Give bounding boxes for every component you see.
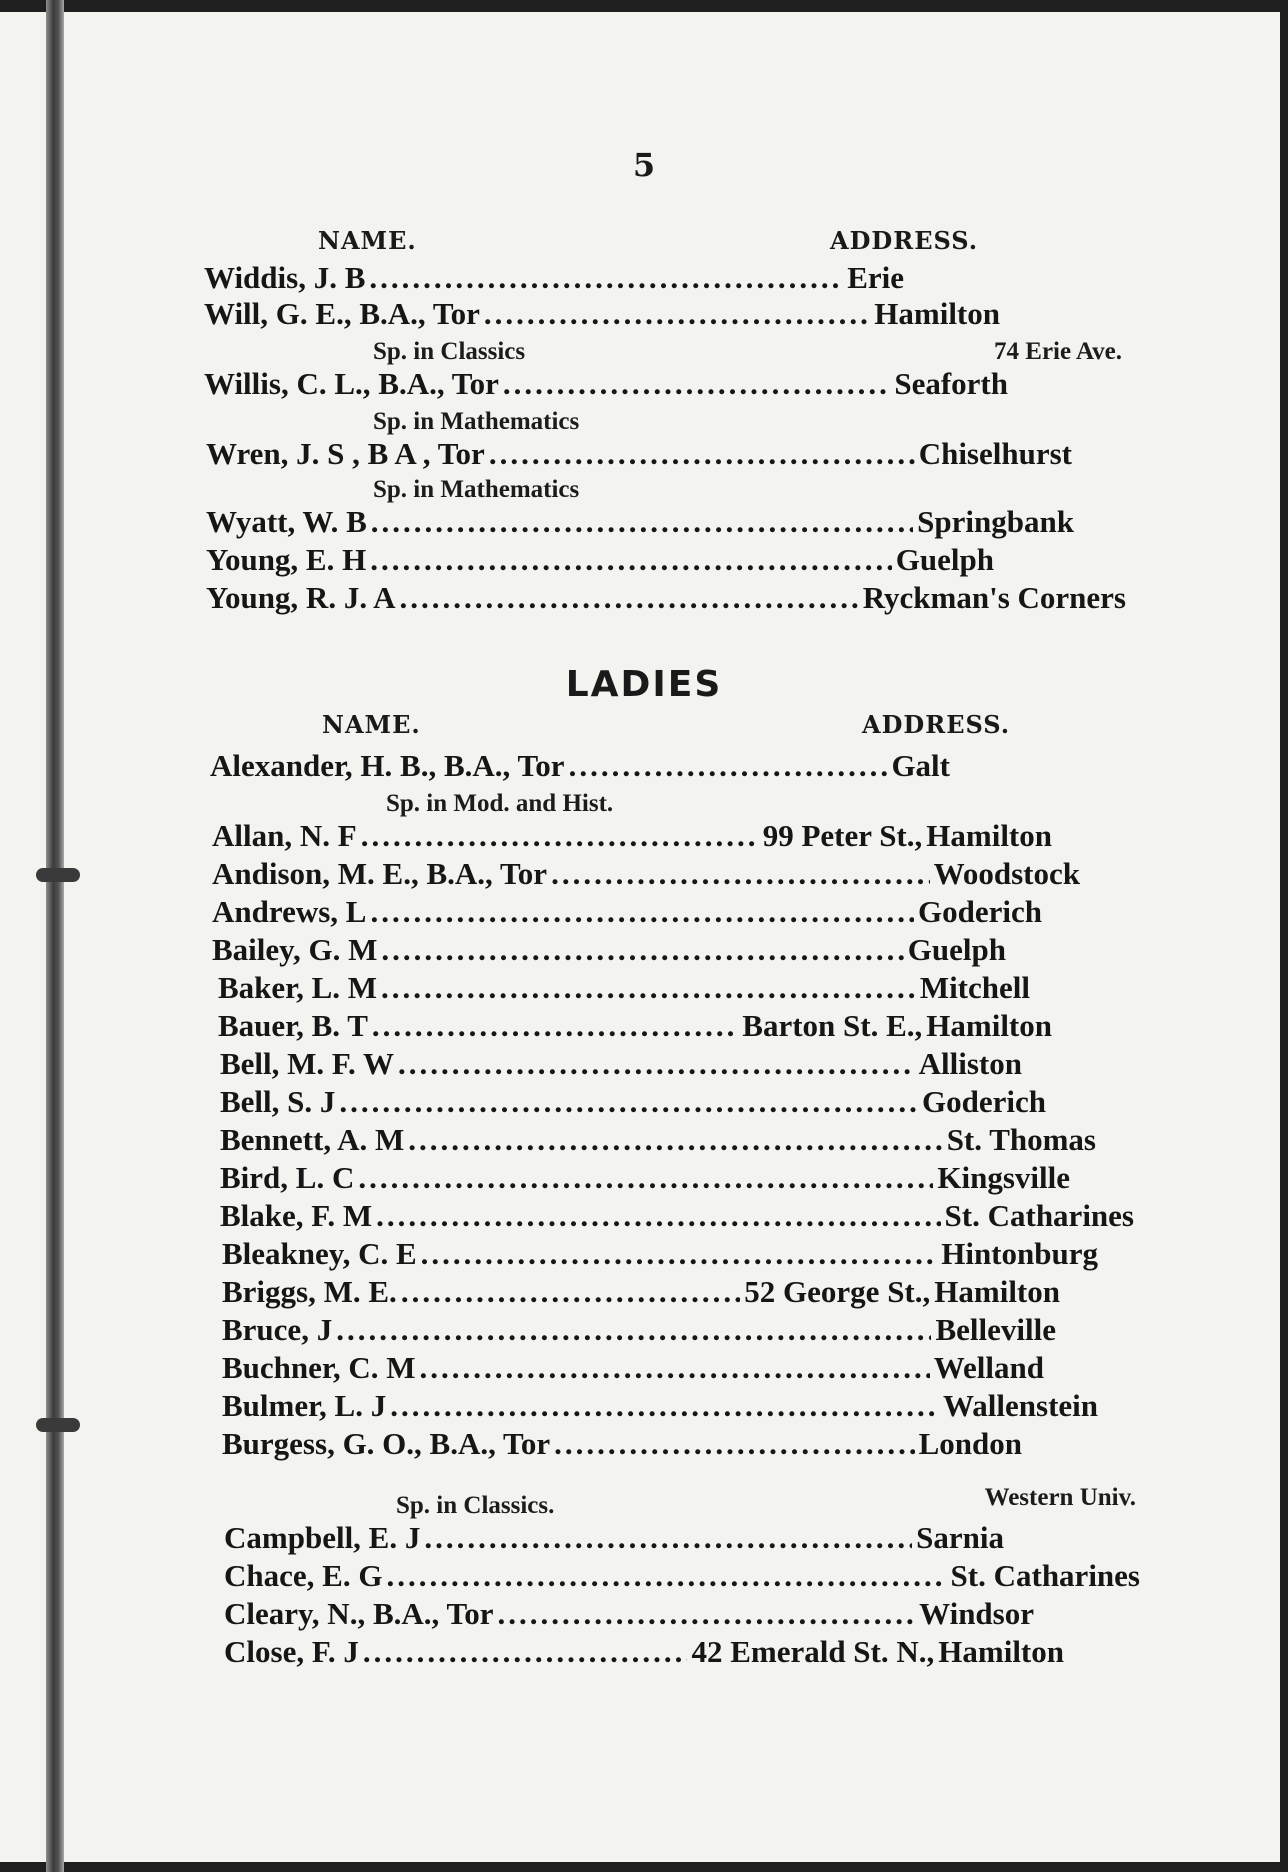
ladies-entry: [222, 1388, 1098, 1428]
ladies-entry: [224, 1634, 1064, 1674]
entry-name: Briggs, M. E.: [222, 1274, 397, 1309]
dot-leader: [372, 1008, 738, 1044]
men-entry: [204, 296, 1000, 336]
entry-street-address: 74 Erie Ave.: [994, 338, 1122, 365]
ladies-entry: [222, 1274, 1060, 1314]
binding-staple-icon: [36, 1418, 80, 1432]
entry-name: Cleary, N., B.A., Tor: [224, 1596, 494, 1631]
ladies-entry: [218, 970, 1030, 1010]
entry-street-address: 42 Emerald St. N.,: [691, 1634, 935, 1669]
dot-leader: [398, 1046, 915, 1082]
entry-address: Welland: [933, 1350, 1044, 1385]
entry-address: Hamilton: [938, 1634, 1064, 1669]
ladies-entry: [220, 1198, 1134, 1238]
entry-street-address: Barton St. E.,: [742, 1008, 923, 1043]
entry-name: Close, F. J: [224, 1634, 359, 1669]
dot-leader: [336, 1312, 931, 1348]
men-entry: [204, 260, 904, 300]
ladies-entry: [224, 1558, 1140, 1598]
ladies-entry: [224, 1520, 1004, 1560]
entry-address: Belleville: [935, 1312, 1056, 1347]
entry-name: Bulmer, L. J: [222, 1388, 387, 1423]
entry-name: Wyatt, W. B: [206, 504, 367, 539]
entry-name: Campbell, E. J: [224, 1520, 421, 1555]
entry-name: Young, R. J. A: [206, 580, 396, 615]
dot-leader: [408, 1122, 942, 1158]
section-title-ladies: LADIES: [565, 664, 723, 705]
entry-name: Bruce, J: [222, 1312, 333, 1347]
binding-staple-icon: [36, 868, 80, 882]
dot-leader: [390, 1388, 939, 1424]
entry-address: Hamilton: [926, 1008, 1052, 1043]
entry-name: Baker, L. M: [218, 970, 378, 1005]
dot-leader: [484, 296, 870, 332]
dot-leader: [400, 580, 859, 616]
ladies-address-column-header: ADDRESS.: [862, 710, 1011, 739]
ladies-entry: [220, 1084, 1046, 1124]
entry-name: Alexander, H. B., B.A., Tor: [210, 748, 565, 783]
entry-name: Buchner, C. M: [222, 1350, 416, 1385]
entry-name: Bell, S. J: [220, 1084, 336, 1119]
dot-leader: [381, 970, 916, 1006]
ladies-entry: [212, 818, 1052, 858]
ladies-entry: [212, 932, 1006, 972]
entry-address: Hamilton: [934, 1274, 1060, 1309]
men-entry: [206, 504, 1074, 544]
entry-name: Bell, M. F. W: [220, 1046, 394, 1081]
dot-leader: [551, 856, 930, 892]
entry-name: Willis, C. L., B.A., Tor: [204, 366, 499, 401]
entry-name: Will, G. E., B.A., Tor: [204, 296, 480, 331]
dot-leader: [503, 366, 890, 402]
dot-leader: [421, 1236, 938, 1272]
entry-street-address: 99 Peter St.,: [762, 818, 923, 853]
entry-address: Windsor: [919, 1596, 1034, 1631]
entry-name: Andison, M. E., B.A., Tor: [212, 856, 548, 891]
ladies-entry: [220, 1160, 1070, 1200]
entry-address: Hamilton: [874, 296, 1000, 331]
men-entry: [206, 542, 994, 582]
dot-leader: [489, 436, 915, 472]
ladies-entry: [222, 1236, 1098, 1276]
men-name-column-header: NAME.: [318, 226, 417, 255]
ladies-entry: [222, 1426, 1022, 1466]
ladies-entry: [210, 748, 950, 788]
entry-address: London: [918, 1426, 1022, 1461]
entry-address: Springbank: [917, 504, 1074, 539]
dot-leader: [371, 504, 913, 540]
entry-address: Hintonburg: [941, 1236, 1098, 1271]
entry-name: Bleakney, C. E: [222, 1236, 417, 1271]
entry-name: Blake, F. M: [220, 1198, 373, 1233]
page-number: 5: [632, 146, 656, 184]
entry-name: Chace, E. G: [224, 1558, 383, 1593]
dot-leader: [554, 1426, 914, 1462]
dot-leader: [370, 542, 892, 578]
dot-leader: [569, 748, 888, 784]
entry-address: Sarnia: [916, 1520, 1004, 1555]
dot-leader: [339, 1084, 918, 1120]
entry-name: Andrews, L: [212, 894, 367, 929]
men-address-column-header: ADDRESS.: [830, 226, 979, 255]
entry-address: St. Catharines: [950, 1558, 1140, 1593]
entry-address: Guelph: [907, 932, 1006, 967]
entry-address: Chiselhurst: [918, 436, 1072, 471]
entry-specialty-note: Sp. in Mathematics: [373, 408, 580, 435]
dot-leader: [498, 1596, 916, 1632]
ladies-entry: [220, 1122, 1096, 1162]
dot-leader: [376, 1198, 940, 1234]
ladies-entry: [224, 1596, 1034, 1636]
dot-leader: [361, 818, 759, 854]
entry-name: Young, E. H: [206, 542, 367, 577]
entry-name: Widdis, J. B: [204, 260, 366, 295]
men-entry: [206, 436, 1072, 476]
entry-address: Ryckman's Corners: [862, 580, 1126, 615]
entry-name: Allan, N. F: [212, 818, 357, 853]
dot-leader: [358, 1160, 933, 1196]
entry-street-address: 52 George St.,: [744, 1274, 931, 1309]
ladies-entry: [218, 1008, 1052, 1048]
dot-leader: [386, 1558, 946, 1594]
entry-address: Alliston: [918, 1046, 1022, 1081]
ladies-name-column-header: NAME.: [322, 710, 421, 739]
entry-address: Guelph: [895, 542, 994, 577]
entry-address: Goderich: [918, 894, 1042, 929]
entry-name: Bennett, A. M: [220, 1122, 405, 1157]
entry-address: Seaforth: [894, 366, 1008, 401]
entry-street-address: Western Univ.: [984, 1484, 1136, 1511]
scan-top-border: [0, 0, 1288, 12]
ladies-entry: [212, 894, 1042, 934]
ladies-entry: [212, 856, 1080, 896]
entry-name: Bird, L. C: [220, 1160, 355, 1195]
entry-address: St. Thomas: [946, 1122, 1096, 1157]
dot-leader: [424, 1520, 912, 1556]
ladies-entry: [222, 1350, 1044, 1390]
entry-name: Burgess, G. O., B.A., Tor: [222, 1426, 551, 1461]
scan-bottom-border: [0, 1862, 1288, 1872]
entry-specialty-note: Sp. in Mod. and Hist.: [386, 790, 614, 817]
entry-specialty-note: Sp. in Mathematics: [373, 476, 580, 503]
entry-address: Goderich: [922, 1084, 1046, 1119]
entry-name: Bailey, G. M: [212, 932, 378, 967]
entry-specialty-note: Sp. in Classics.: [396, 1492, 555, 1519]
entry-address: Mitchell: [919, 970, 1030, 1005]
entry-address: Galt: [891, 748, 950, 783]
men-entry: [206, 580, 1126, 620]
entry-address: Kingsville: [937, 1160, 1070, 1195]
dot-leader: [419, 1350, 929, 1386]
dot-leader: [363, 1634, 688, 1670]
scan-right-border: [1280, 0, 1288, 1872]
men-entry: [204, 366, 1008, 406]
dot-leader: [381, 932, 903, 968]
entry-name: Wren, J. S , B A , Tor: [206, 436, 485, 471]
entry-address: Wallenstein: [942, 1388, 1098, 1423]
dot-leader: [370, 894, 914, 930]
ladies-entry: [222, 1312, 1056, 1352]
dot-leader: [401, 1274, 740, 1310]
entry-address: Erie: [847, 260, 904, 295]
entry-address: Woodstock: [933, 856, 1080, 891]
ladies-entry: [220, 1046, 1022, 1086]
entry-specialty-note: Sp. in Classics: [373, 338, 526, 365]
entry-name: Bauer, B. T: [218, 1008, 368, 1043]
entry-address: Hamilton: [926, 818, 1052, 853]
book-binding: [46, 0, 64, 1872]
dot-leader: [369, 260, 843, 296]
entry-address: St. Catharines: [944, 1198, 1134, 1233]
